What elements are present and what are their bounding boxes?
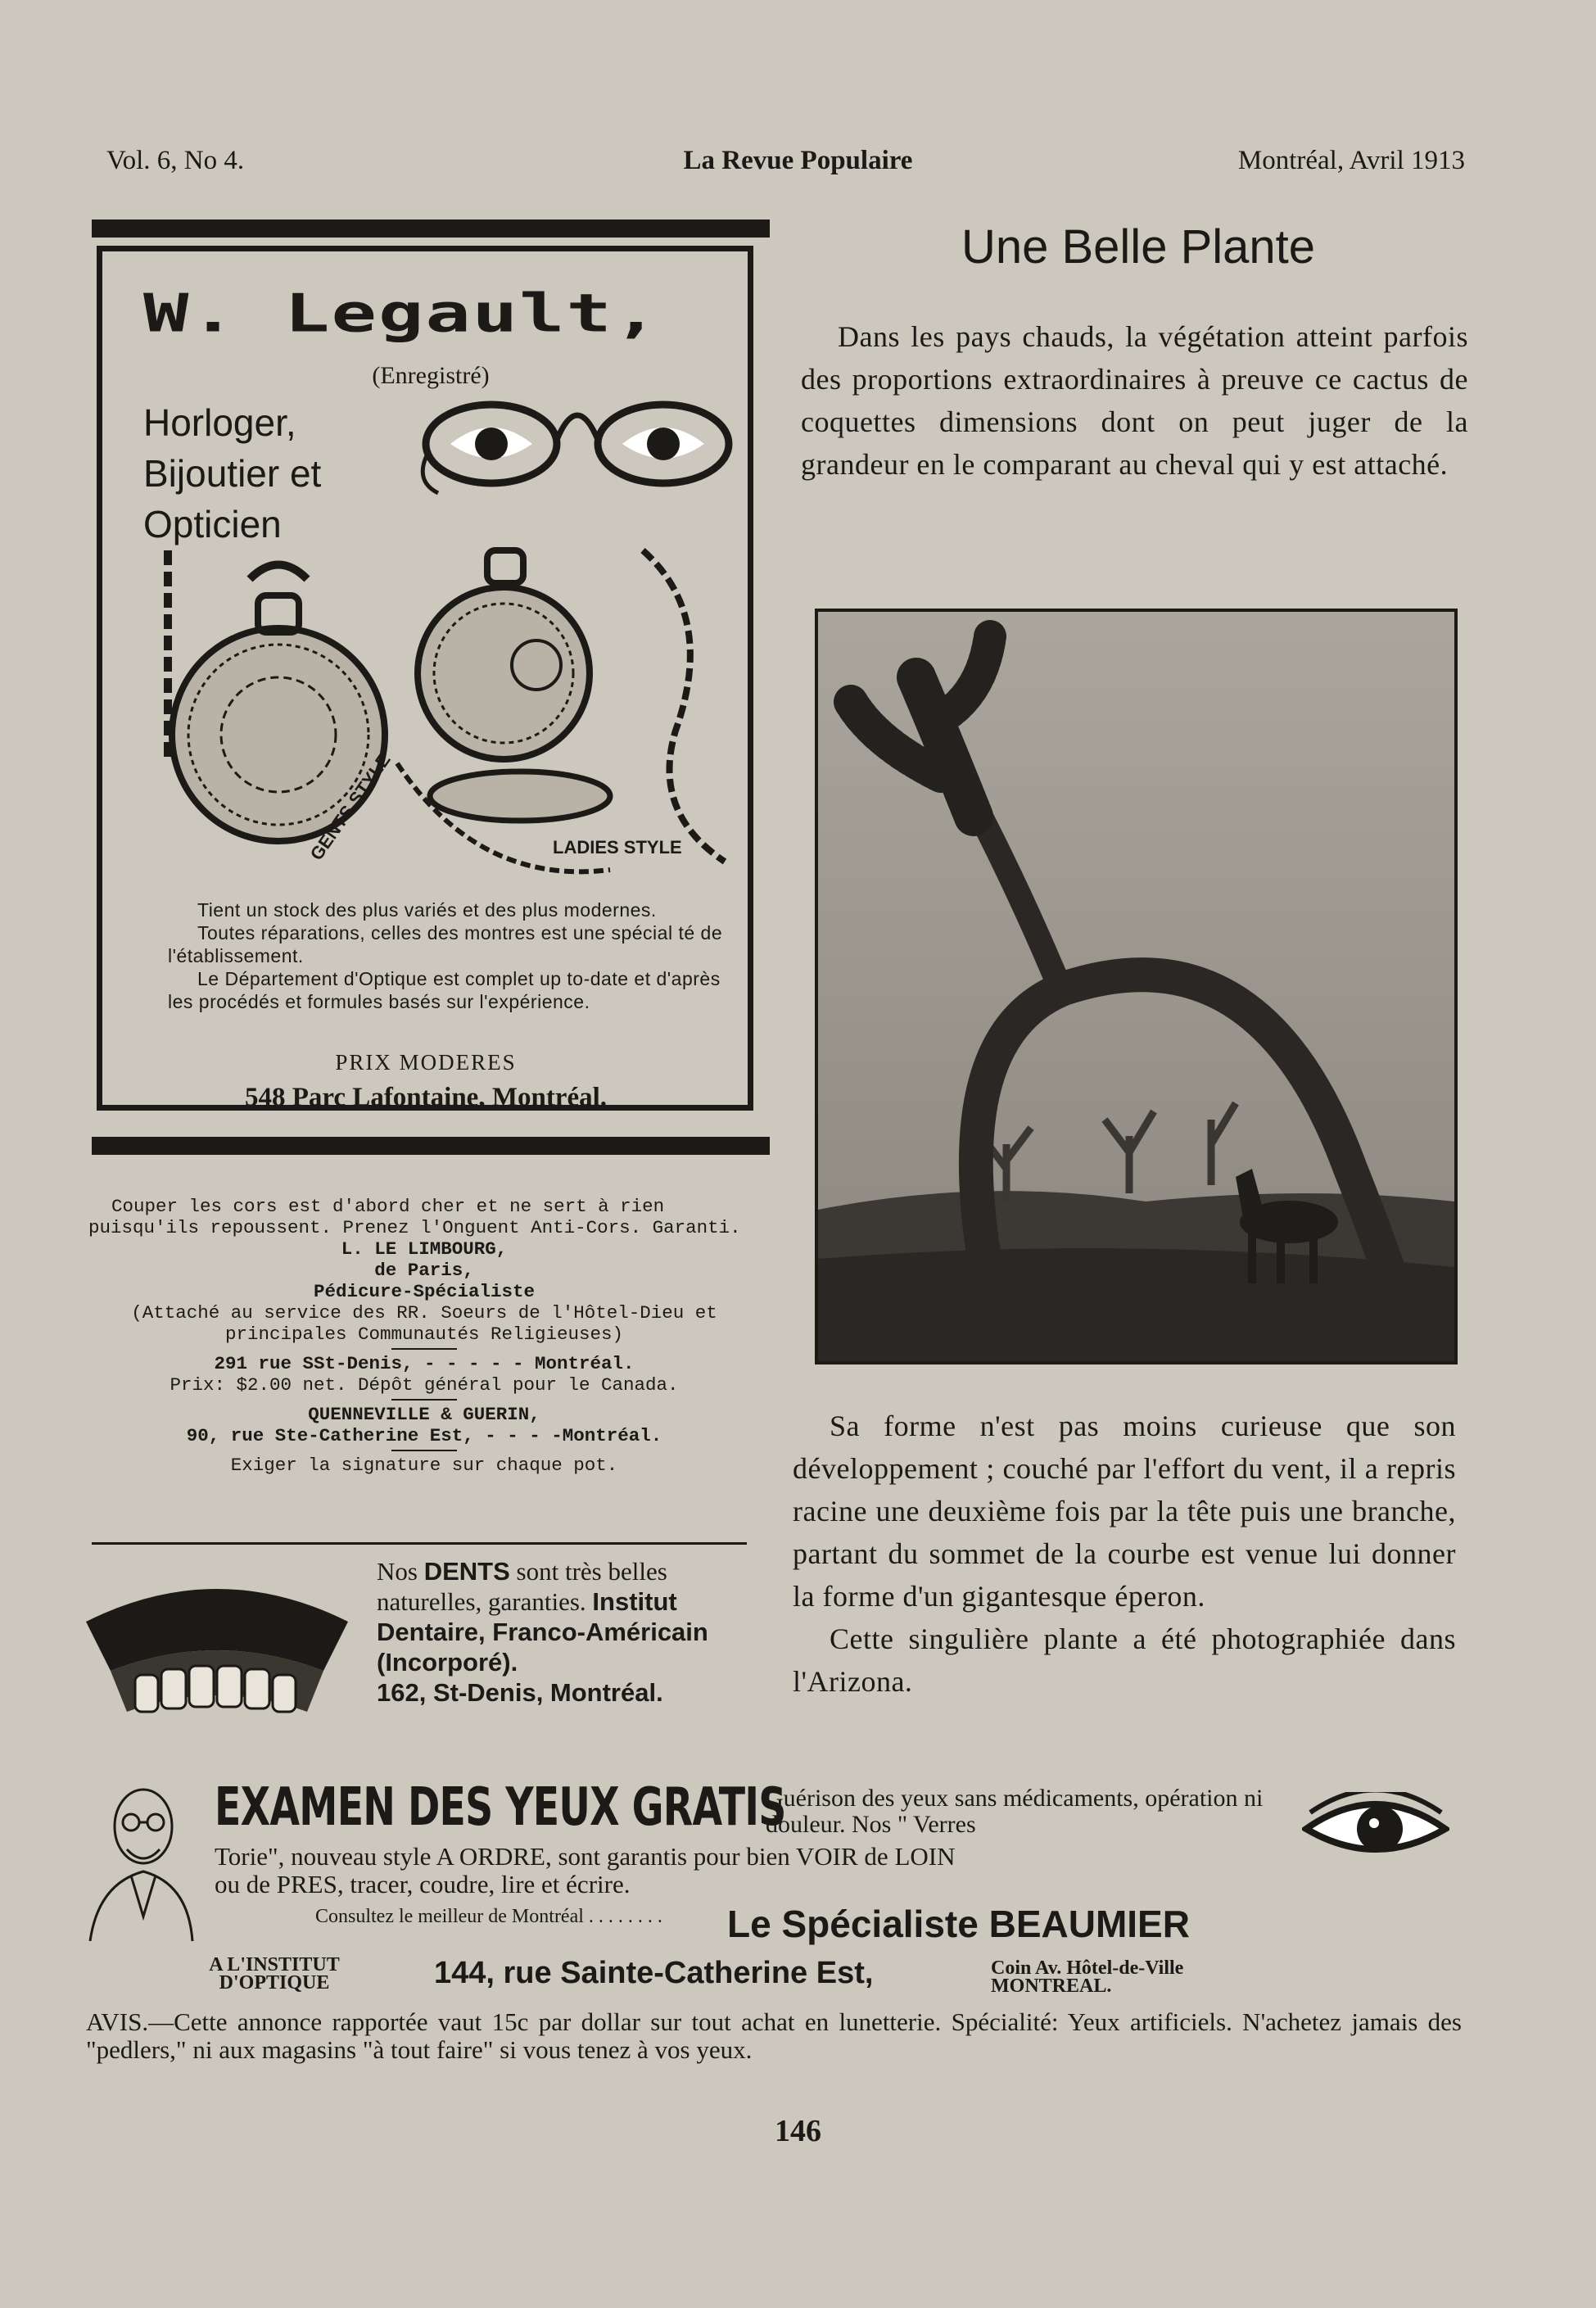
article-paragraph-1: Dans les pays chauds, la végétation atteint parfois des proportions extraordinaires à preuve ce cactus de coquettes dimensions dont on peut juger de la grandeur en le comparant au cheval qui y est attaché.: [801, 320, 1468, 481]
dentaire-dents: DENTS: [423, 1557, 510, 1586]
dentaire-advertisement: [377, 1556, 745, 1708]
legault-description: [168, 898, 725, 1013]
ladies-style-label: LADIES STYLE: [553, 837, 682, 858]
article-paragraph-3: Cette singulière plante a été photographiée dans l'Arizona.: [793, 1622, 1456, 1698]
divider: [391, 1399, 457, 1401]
article-body: [793, 1405, 1456, 1703]
cactus-photograph: [815, 609, 1458, 1364]
limbourg-dealer-address: 90, rue Ste-Catherine Est, - - - -Montréal.: [186, 1425, 662, 1446]
legault-text-repairs: Toutes réparations, celles des montres est une spécial té de l'établissement.: [168, 922, 723, 966]
publication-title: La Revue Populaire: [683, 146, 913, 175]
limbourg-advertisement: [88, 1196, 760, 1476]
cactus-image: [818, 612, 1454, 1361]
legault-address: 548 Parc Lafontaine, Montréal.: [244, 1083, 608, 1112]
limbourg-dealer: QUENNEVILLE & GUERIN,: [308, 1404, 540, 1425]
divider: [391, 1450, 457, 1451]
limbourg-origin: de Paris,: [374, 1260, 474, 1281]
limbourg-price: Prix: $2.00 net. Dépôt général pour le Canada.: [170, 1374, 679, 1396]
limbourg-attached: (Attaché au service des RR. Soeurs de l'Hôtel-Dieu et principales Communautés Religieuses): [131, 1302, 717, 1345]
dentaire-address: 162, St-Denis, Montréal.: [377, 1678, 663, 1707]
glasses-uses: ou de PRES, tracer, coudre, lire et écrire.: [215, 1870, 631, 1898]
pocket-watches-illustration: [151, 518, 741, 886]
section-divider: [92, 1542, 747, 1545]
glasses-guarantee: Torie", nouveau style A ORDRE, sont garantis pour bien VOIR de LOIN: [215, 1842, 956, 1871]
issue-date: Montréal, Avril 1913: [1237, 146, 1465, 175]
eye-icon: [1302, 1792, 1449, 1882]
eye-cure-subheading: Guérison des yeux sans médicaments, opération ni douleur. Nos " Verres: [766, 1785, 1264, 1838]
spectacles-icon: [414, 382, 741, 505]
beaumier-corner: Coin Av. Hôtel-de-Ville MONTREAL.: [991, 1957, 1184, 1997]
limbourg-signature: Exiger la signature sur chaque pot.: [230, 1455, 618, 1476]
dentures-illustration: [78, 1573, 356, 1728]
consult-text: Consultez le meilleur de Montréal . . . . . . . .: [315, 1906, 662, 1927]
volume-number: Vol. 6, No 4.: [106, 146, 245, 175]
ad-frame: [97, 246, 753, 1111]
dentaire-text-start: Nos: [377, 1557, 424, 1586]
eye-exam-heading: EXAMEN DES YEUX GRATIS: [215, 1777, 786, 1838]
page-number: 146: [775, 2114, 821, 2148]
limbourg-intro: Couper les cors est d'abord cher et ne sert à rien puisqu'ils repoussent. Prenez l'Onguent Anti-Cors. Garanti.: [88, 1196, 741, 1238]
optician-portrait-illustration: [82, 1777, 197, 1941]
legault-text-stock: Tient un stock des plus variés et des plus modernes.: [197, 899, 657, 921]
article-title: Une Belle Plante: [961, 220, 1316, 274]
article-paragraph-2: Sa forme n'est pas moins curieuse que son développement ; couché par l'effort du vent, il a repris racine une deuxième fois par la tête puis une branche, partant du sommet de la courbe est venue lui donner la forme d'un gigantesque éperon.: [793, 1410, 1456, 1613]
legault-advertisement: [92, 219, 770, 1155]
gents-style-label: GENTS STYLE: [305, 749, 395, 864]
dentaire-text-mid: sont très belles naturelles, garanties.: [377, 1557, 667, 1616]
limbourg-name: L. LE LIMBOURG,: [341, 1238, 508, 1260]
ad-border-top: [92, 219, 770, 238]
divider: [391, 1348, 457, 1350]
trade-watchmaker: Horloger,: [143, 401, 296, 444]
specialist-name: Le Spécialiste BEAUMIER: [727, 1903, 1190, 1945]
legault-registered: (Enregistré): [372, 362, 490, 389]
optical-institute: A L'INSTITUT D'OPTIQUE: [209, 1954, 340, 1993]
limbourg-address: 291 rue SSt-Denis, - - - - - Montréal.: [214, 1353, 635, 1374]
beaumier-notice: AVIS.—Cette annonce rapportée vaut 15c par dollar sur tout achat en lunetterie. Spécialité: Yeux artificiels. N'achetez jamais des "pedlers," ni aux magasins "à tout faire" si vous tenez à vos yeux.: [86, 2007, 1462, 2064]
trade-optician: Opticien: [143, 503, 282, 545]
ad-border-bottom: [92, 1137, 770, 1155]
legault-prices: PRIX MODERES: [335, 1050, 517, 1075]
legault-name: W. Legault,: [143, 283, 661, 344]
legault-text-optics: Le Département d'Optique est complet up to-date et d'après les procédés et formules basés sur l'expérience.: [168, 968, 721, 1012]
dentaire-institute: Institut Dentaire, Franco-Américain (Incorporé).: [377, 1587, 708, 1677]
trade-jeweller: Bijoutier et: [143, 452, 322, 495]
limbourg-title: Pédicure-Spécialiste: [313, 1281, 536, 1302]
beaumier-address: 144, rue Sainte-Catherine Est,: [434, 1956, 874, 1990]
